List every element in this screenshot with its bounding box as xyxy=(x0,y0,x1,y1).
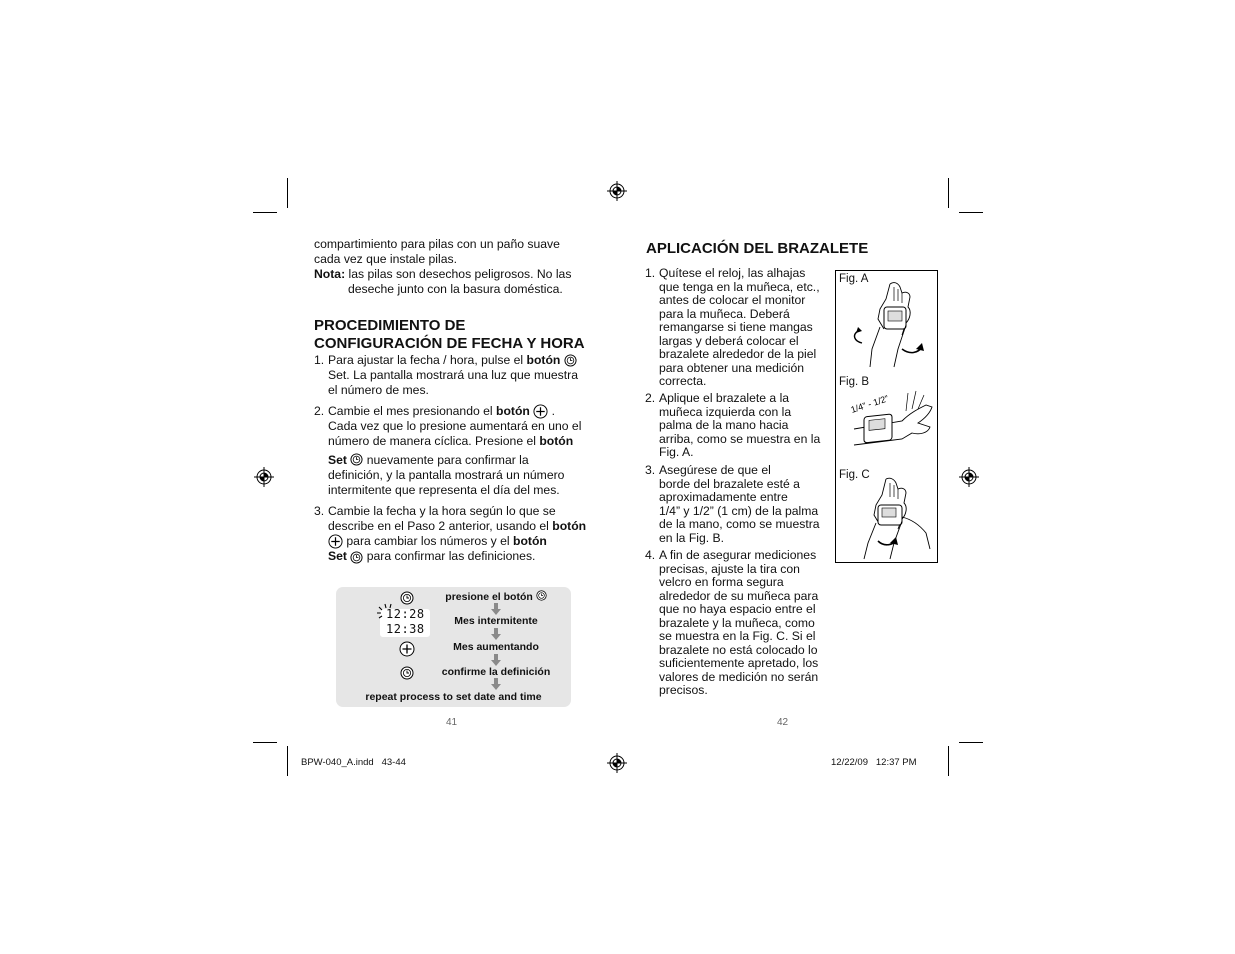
cuff-step-line: antes de colocar el monitor xyxy=(659,293,806,307)
lcd-top-value: 12:28 xyxy=(386,607,425,621)
cuff-step-line: para obtener una medición xyxy=(659,360,804,375)
arrow-down-icon xyxy=(491,628,501,640)
date-slug: 12/22/09 12:37 PM xyxy=(831,757,917,768)
cuff-step-line: Fig. A. xyxy=(659,445,694,459)
cuff-step-line: velcro en forma segura xyxy=(659,575,784,589)
cuff-step-line: brazalete alrededor de la piel xyxy=(659,347,817,361)
cuff-step-line: largas y deberá colocar el xyxy=(659,333,799,348)
measure-label: 1/4” - 1/2” xyxy=(849,393,890,415)
step-1: 1. Para ajustar la fecha / hora, pulse el botón Set. La pantalla mostrará una luz que muestra el número de mes. xyxy=(314,353,578,397)
page-number-right: 42 xyxy=(777,717,789,728)
set-button-icon xyxy=(536,590,547,601)
cuff-step-line: Quítese el reloj, las alhajas xyxy=(659,266,806,280)
cuff-step-line: borde del brazalete esté a xyxy=(659,476,800,491)
cuff-step-line: valores de medición no serán xyxy=(659,669,819,684)
cuff-step-line: 1/4” y 1/2” (1 cm) de la palma xyxy=(659,503,819,518)
plus-button-icon xyxy=(399,641,415,657)
battery-note: Nota: las pilas son desechos peligrosos. No las deseche junto con la basura doméstica. xyxy=(314,267,572,296)
crop-mark xyxy=(287,746,288,776)
set-button-icon xyxy=(400,591,414,605)
diagram-step-blink: Mes intermitente xyxy=(454,615,538,627)
crop-mark xyxy=(253,212,277,213)
lcd-bottom-value: 12:38 xyxy=(386,622,425,636)
crop-mark xyxy=(959,742,983,743)
set-button-icon xyxy=(350,551,363,564)
page-number-left: 41 xyxy=(446,717,458,728)
wrist-cuff-fig-a-illustration xyxy=(850,279,936,369)
diagram-step-press: presione el botón xyxy=(436,590,556,603)
section-heading-cuff: APLICACIÓN DEL BRAZALETE xyxy=(646,240,869,257)
file-slug: BPW-040_A.indd 43-44 xyxy=(301,757,406,768)
cuff-step-line: palma de la mano hacia xyxy=(659,418,789,432)
set-button-icon xyxy=(400,666,414,680)
arrow-down-icon xyxy=(491,678,501,690)
cuff-step-line: para la muñeca. Deberá xyxy=(659,306,790,321)
arrow-down-icon xyxy=(491,654,501,666)
step-2: 2. Cambie el mes presionando el botón . Cada vez que lo presione aumentará en uno el número de manera cíclica. Presione el botón Set nuevamente para confirmar la definición, y la pantalla mostrará un número intermitente que representa el día del mes. xyxy=(314,404,582,498)
fig-c-label: Fig. C xyxy=(839,469,870,481)
cuff-step-line: precisos. xyxy=(659,683,708,697)
cuff-step-line: brazalete y la muñeca, como xyxy=(659,615,815,630)
fig-b-label: Fig. B xyxy=(839,376,870,388)
cuff-step-line: Asegúrese de que el xyxy=(659,463,771,477)
crop-mark xyxy=(959,212,983,213)
cuff-step-line: que no haya espacio entre el xyxy=(659,602,816,616)
cuff-step-line: arriba, como se muestra en la xyxy=(659,431,821,446)
set-date-diagram xyxy=(336,587,571,707)
plus-button-icon xyxy=(533,404,548,419)
diagram-step-confirm: confirme la definición xyxy=(441,666,551,678)
diagram-footer: repeat process to set date and time xyxy=(365,691,542,703)
set-button-icon xyxy=(350,453,363,466)
arrow-down-icon xyxy=(491,603,501,615)
plus-button-icon xyxy=(328,534,343,549)
section-heading-date-time: PROCEDIMIENTO DE CONFIGURACIÓN DE FECHA Y HORA xyxy=(314,317,585,352)
crop-mark xyxy=(948,178,949,208)
registration-mark-icon xyxy=(254,467,274,487)
cuff-step-line: Aplique el brazalete a la xyxy=(659,391,790,405)
intro-text: compartimiento para pilas con un paño suave cada vez que instale pilas. xyxy=(314,237,560,266)
cuff-step-line: remangarse si tiene mangas xyxy=(659,320,813,334)
crop-mark xyxy=(287,178,288,208)
registration-mark-icon xyxy=(607,753,627,773)
cuff-step-line: se muestra en la Fig. C. Si el xyxy=(659,629,816,643)
crop-mark xyxy=(948,746,949,776)
note-label: Nota: xyxy=(314,267,346,281)
registration-mark-icon xyxy=(607,181,627,201)
cuff-step-line: aproximadamente entre xyxy=(659,490,788,504)
wrist-cuff-fig-c-illustration xyxy=(848,475,936,561)
cuff-step-line: de la mano, como se muestra xyxy=(659,517,820,531)
cuff-step-line: alrededor de su muñeca para xyxy=(659,588,819,603)
cuff-step-line: precisas, ajuste la tira con xyxy=(659,561,800,576)
figure-panel xyxy=(835,270,938,563)
registration-mark-icon xyxy=(959,467,979,487)
cuff-step-line: brazalete no está colocado lo xyxy=(659,642,818,657)
cuff-step-line: A fin de asegurar mediciones xyxy=(659,548,817,562)
cuff-step-line: en la Fig. B. xyxy=(659,530,725,545)
cuff-step-line: correcta. xyxy=(659,374,707,388)
fig-a-label: Fig. A xyxy=(839,273,869,285)
crop-mark xyxy=(253,742,277,743)
cuff-step-line: suficientemente apretado, los xyxy=(659,656,819,670)
cuff-step-line: muñeca izquierda con la xyxy=(659,404,792,419)
step-3: 3. Cambie la fecha y la hora según lo que se describe en el Paso 2 anterior, usando el botón para cambiar los números y el botón Set para confirmar las definiciones. xyxy=(314,504,587,564)
diagram-step-increase: Mes aumentando xyxy=(453,641,539,653)
wrist-cuff-fig-b-illustration xyxy=(844,383,936,463)
set-button-icon xyxy=(564,354,577,367)
cuff-step-line: que tenga en la muñeca, etc., xyxy=(659,279,820,294)
